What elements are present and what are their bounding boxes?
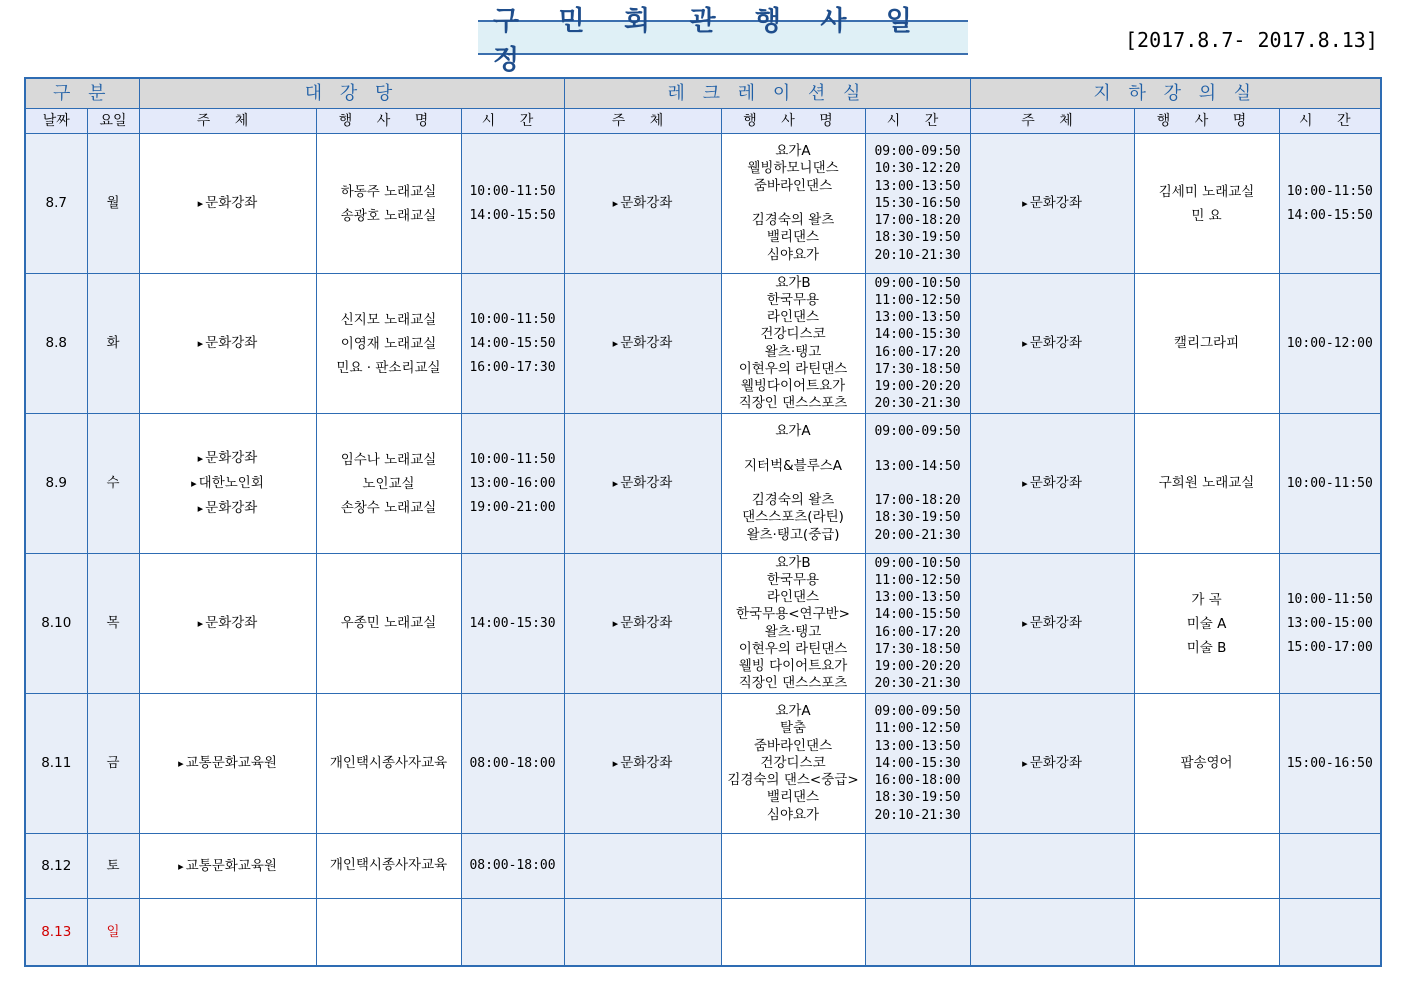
day-of-week-cell: 목 <box>87 554 139 694</box>
schedule-body <box>25 134 1381 967</box>
host-label: ▸ 대한노인회 <box>140 471 316 496</box>
schedule-row <box>25 134 1381 274</box>
main-events-cell <box>316 834 461 899</box>
event-name: 직장인 댄스스포츠 <box>738 395 848 412</box>
event-name: 웰빙다이어트요가 <box>740 377 846 394</box>
event-name: 신지모 노래교실 <box>340 311 437 328</box>
time-range: 10:00-11:50 <box>469 183 556 199</box>
header-row-venues <box>25 78 1381 109</box>
time-range: 17:00-18:20 <box>874 213 961 229</box>
event-name: 한국무용 <box>766 571 820 588</box>
header-day: 요일 <box>87 109 139 134</box>
event-name: 우종민 노래교실 <box>340 614 437 631</box>
event-name: 밸리댄스 <box>766 789 820 806</box>
host-label: ▸ 문화강좌 <box>565 755 721 772</box>
base-events-cell <box>1134 554 1279 694</box>
time-range: 14:00-15:50 <box>874 607 961 623</box>
base-host-cell <box>970 414 1134 554</box>
time-range: 19:00-20:20 <box>874 658 961 674</box>
day-of-week-cell: 일 <box>87 899 139 967</box>
event-name: 직장인 댄스스포츠 <box>738 675 848 692</box>
main-times-cell <box>461 834 564 899</box>
rec-events-cell <box>721 694 865 834</box>
rec-times-cell <box>865 694 970 834</box>
base-host-cell <box>970 834 1134 899</box>
time-range: 15:00-17:00 <box>1286 639 1373 655</box>
date-cell: 8.7 <box>25 134 87 274</box>
date-cell: 8.12 <box>25 834 87 899</box>
time-range: 19:00-20:20 <box>874 378 961 394</box>
base-times-cell <box>1279 274 1381 414</box>
schedule-row <box>25 834 1381 899</box>
event-name: 심야요가 <box>766 246 820 263</box>
base-events-cell <box>1134 274 1279 414</box>
event-name: 이현우의 라틴댄스 <box>738 360 848 377</box>
event-name: 웰빙하모니댄스 <box>747 160 839 177</box>
event-name: 왈츠·탱고 <box>764 623 822 640</box>
day-of-week-cell: 수 <box>87 414 139 554</box>
event-name: 개인택시종사자교육 <box>329 857 448 874</box>
time-range <box>866 440 970 457</box>
time-range: 11:00-12:50 <box>874 572 961 588</box>
time-range: 10:00-11:50 <box>1286 475 1373 491</box>
main-events-cell <box>316 694 461 834</box>
date-cell: 8.13 <box>25 899 87 967</box>
event-name: 왈츠·탱고(중급) <box>746 526 840 543</box>
time-range: 14:00-15:50 <box>469 335 556 351</box>
base-times-cell <box>1279 414 1381 554</box>
host-label: ▸ 교통문화교육원 <box>140 755 316 772</box>
host-label: ▸ 문화강좌 <box>140 615 316 632</box>
event-name: 손창수 노래교실 <box>340 499 437 516</box>
time-range: 09:00-10:50 <box>874 275 961 291</box>
time-range <box>866 475 970 492</box>
host-label: ▸ 문화강좌 <box>971 755 1134 772</box>
event-name: 김세미 노래교실 <box>1158 183 1255 200</box>
main-times-cell <box>461 899 564 967</box>
header-basement-room: 지 하 강 의 실 <box>970 78 1381 109</box>
header-rec-room: 레 크 레 이 션 실 <box>564 78 970 109</box>
date-cell: 8.9 <box>25 414 87 554</box>
host-label: ▸ 문화강좌 <box>140 335 316 352</box>
main-events-cell <box>316 134 461 274</box>
rec-events-cell <box>721 554 865 694</box>
rec-host-cell <box>564 134 721 274</box>
schedule-row <box>25 694 1381 834</box>
event-name: 줌바라인댄스 <box>753 177 833 194</box>
event-name: 구희원 노래교실 <box>1158 474 1255 491</box>
event-name: 한국무용 <box>766 291 820 308</box>
rec-events-cell <box>721 899 865 967</box>
header-main-hall: 대 강 당 <box>139 78 564 109</box>
time-range: 11:00-12:50 <box>874 292 961 308</box>
header-time: 시 간 <box>1279 109 1381 134</box>
main-events-cell <box>316 414 461 554</box>
time-range: 08:00-18:00 <box>469 755 556 771</box>
base-events-cell <box>1134 694 1279 834</box>
host-label: ▸ 문화강좌 <box>971 335 1134 352</box>
base-times-cell <box>1279 694 1381 834</box>
event-name: 요가B <box>775 274 811 291</box>
main-events-cell <box>316 554 461 694</box>
time-range: 10:00-11:50 <box>469 451 556 467</box>
event-name: 지터벅&블루스A <box>744 457 843 474</box>
event-name: 민요 · 판소리교실 <box>336 359 441 376</box>
header-row-columns <box>25 109 1381 134</box>
main-events-cell <box>316 274 461 414</box>
time-range: 16:00-17:20 <box>874 624 961 640</box>
date-range: [2017.8.7- 2017.8.13] <box>1125 28 1378 52</box>
time-range: 09:00-10:50 <box>874 555 961 571</box>
header-event: 행 사 명 <box>1134 109 1279 134</box>
host-label: ▸ 문화강좌 <box>565 335 721 352</box>
main-times-cell <box>461 274 564 414</box>
event-name: 요가A <box>775 143 811 160</box>
rec-host-cell <box>564 414 721 554</box>
event-name: 라인댄스 <box>766 589 820 606</box>
main-times-cell <box>461 554 564 694</box>
rec-events-cell <box>721 134 865 274</box>
main-host-cell <box>139 899 316 967</box>
main-host-cell <box>139 414 316 554</box>
main-host-cell <box>139 834 316 899</box>
time-range: 09:00-09:50 <box>874 144 961 160</box>
time-range: 16:00-17:20 <box>874 344 961 360</box>
time-range: 13:00-14:50 <box>874 458 961 474</box>
event-name: 이현우의 라틴댄스 <box>738 640 848 657</box>
time-range: 20:30-21:30 <box>874 396 961 412</box>
time-range: 10:30-12:20 <box>874 161 961 177</box>
rec-host-cell <box>564 899 721 967</box>
schedule-row <box>25 414 1381 554</box>
event-name: 이영재 노래교실 <box>340 335 437 352</box>
date-cell: 8.11 <box>25 694 87 834</box>
time-range: 08:00-18:00 <box>469 858 556 874</box>
rec-host-cell <box>564 834 721 899</box>
rec-host-cell <box>564 694 721 834</box>
day-of-week-cell: 토 <box>87 834 139 899</box>
rec-times-cell <box>865 414 970 554</box>
event-name <box>722 440 865 457</box>
time-range: 15:00-16:50 <box>1286 755 1373 771</box>
base-host-cell <box>970 554 1134 694</box>
event-name: 요가A <box>775 703 811 720</box>
event-name: 노인교실 <box>362 475 415 492</box>
rec-times-cell <box>865 274 970 414</box>
header-time: 시 간 <box>865 109 970 134</box>
host-label: ▸ 문화강좌 <box>565 475 721 492</box>
time-range: 10:00-11:50 <box>469 311 556 327</box>
base-times-cell <box>1279 134 1381 274</box>
host-label: ▸ 문화강좌 <box>565 615 721 632</box>
time-range: 14:00-15:30 <box>469 615 556 631</box>
time-range: 09:00-09:50 <box>874 424 961 440</box>
main-events-cell <box>316 899 461 967</box>
host-label: ▸ 문화강좌 <box>565 195 721 212</box>
base-host-cell <box>970 274 1134 414</box>
header-host: 주 체 <box>970 109 1134 134</box>
rec-times-cell <box>865 899 970 967</box>
day-of-week-cell: 화 <box>87 274 139 414</box>
date-cell: 8.10 <box>25 554 87 694</box>
header-host: 주 체 <box>139 109 316 134</box>
date-cell: 8.8 <box>25 274 87 414</box>
host-label: ▸ 문화강좌 <box>971 475 1134 492</box>
event-name: 요가A <box>775 423 811 440</box>
base-host-cell <box>970 694 1134 834</box>
day-of-week-cell: 월 <box>87 134 139 274</box>
event-name: 김경숙의 왈츠 <box>751 212 835 229</box>
main-host-cell <box>139 694 316 834</box>
event-name: 하동주 노래교실 <box>340 183 437 200</box>
event-name: 캘리그라피 <box>1173 334 1240 351</box>
event-name: 김경숙의 댄스<중급> <box>727 772 859 789</box>
base-times-cell <box>1279 834 1381 899</box>
host-label: ▸ 문화강좌 <box>971 195 1134 212</box>
event-name <box>722 195 865 212</box>
time-range: 13:00-13:50 <box>874 590 961 606</box>
event-name: 가 곡 <box>1191 591 1222 608</box>
event-name: 민 요 <box>1191 207 1222 224</box>
main-times-cell <box>461 414 564 554</box>
event-name: 댄스스포츠(라틴) <box>742 509 844 526</box>
host-label: ▸ 문화강좌 <box>140 446 316 471</box>
time-range: 13:00-13:50 <box>874 738 961 754</box>
time-range: 18:30-19:50 <box>874 790 961 806</box>
main-host-cell <box>139 134 316 274</box>
event-name: 왈츠·탱고 <box>764 343 822 360</box>
rec-times-cell <box>865 834 970 899</box>
time-range: 20:10-21:30 <box>874 807 961 823</box>
event-name: 김경숙의 왈츠 <box>751 492 835 509</box>
base-times-cell <box>1279 554 1381 694</box>
event-name: 밸리댄스 <box>766 229 820 246</box>
event-name: 한국무용<연구반> <box>736 606 850 623</box>
event-name: 웰빙 다이어트요가 <box>738 657 848 674</box>
header-event: 행 사 명 <box>316 109 461 134</box>
event-name: 심야요가 <box>766 806 820 823</box>
header-date: 날짜 <box>25 109 87 134</box>
time-range: 10:00-11:50 <box>1286 591 1373 607</box>
time-range: 10:00-12:00 <box>1286 335 1373 351</box>
base-events-cell <box>1134 134 1279 274</box>
time-range: 15:30-16:50 <box>874 195 961 211</box>
time-range: 17:30-18:50 <box>874 361 961 377</box>
time-range: 14:00-15:30 <box>874 327 961 343</box>
time-range: 16:00-17:30 <box>469 359 556 375</box>
rec-events-cell <box>721 414 865 554</box>
event-name: 미술 A <box>1186 615 1227 632</box>
title-box <box>478 5 968 76</box>
base-host-cell <box>970 134 1134 274</box>
event-name: 줌바라인댄스 <box>753 737 833 754</box>
rec-times-cell <box>865 554 970 694</box>
time-range: 18:30-19:50 <box>874 230 961 246</box>
rec-events-cell <box>721 274 865 414</box>
base-times-cell <box>1279 899 1381 967</box>
time-range: 14:00-15:30 <box>874 755 961 771</box>
day-of-week-cell: 금 <box>87 694 139 834</box>
event-name: 팝송영어 <box>1180 754 1233 771</box>
schedule-row <box>25 899 1381 967</box>
event-name: 임수나 노래교실 <box>340 451 437 468</box>
rec-times-cell <box>865 134 970 274</box>
time-range: 17:00-18:20 <box>874 493 961 509</box>
host-label: ▸ 문화강좌 <box>140 195 316 212</box>
event-name: 미술 B <box>1186 639 1227 656</box>
header-event: 행 사 명 <box>721 109 865 134</box>
time-range: 10:00-11:50 <box>1286 183 1373 199</box>
event-name: 건강디스코 <box>760 754 826 771</box>
base-host-cell <box>970 899 1134 967</box>
schedule-row <box>25 274 1381 414</box>
schedule-row <box>25 554 1381 694</box>
time-range: 17:30-18:50 <box>874 641 961 657</box>
time-range: 13:00-16:00 <box>469 475 556 491</box>
host-label: ▸ 문화강좌 <box>140 496 316 521</box>
event-name: 개인택시종사자교육 <box>329 754 448 771</box>
rec-host-cell <box>564 274 721 414</box>
time-range: 14:00-15:50 <box>1286 207 1373 223</box>
host-label: ▸ 문화강좌 <box>971 615 1134 632</box>
event-name: 탈춤 <box>779 720 807 737</box>
rec-events-cell <box>721 834 865 899</box>
main-host-cell <box>139 274 316 414</box>
main-host-cell <box>139 554 316 694</box>
time-range: 13:00-13:50 <box>874 310 961 326</box>
main-times-cell <box>461 694 564 834</box>
time-range: 13:00-13:50 <box>874 178 961 194</box>
header-time: 시 간 <box>461 109 564 134</box>
base-events-cell <box>1134 834 1279 899</box>
event-name: 송광호 노래교실 <box>340 207 437 224</box>
event-name <box>722 475 865 492</box>
header-category: 구 분 <box>25 78 139 109</box>
time-range: 14:00-15:50 <box>469 207 556 223</box>
time-range: 09:00-09:50 <box>874 704 961 720</box>
time-range: 11:00-12:50 <box>874 721 961 737</box>
host-label: ▸ 교통문화교육원 <box>140 858 316 875</box>
time-range: 16:00-18:00 <box>874 773 961 789</box>
main-times-cell <box>461 134 564 274</box>
page-title: 구 민 회 관 행 사 일 정 <box>493 5 927 76</box>
event-name: 건강디스코 <box>760 326 826 343</box>
time-range: 18:30-19:50 <box>874 510 961 526</box>
schedule-table <box>24 77 1382 967</box>
base-events-cell <box>1134 899 1279 967</box>
time-range: 13:00-15:00 <box>1286 615 1373 631</box>
time-range: 20:30-21:30 <box>874 676 961 692</box>
rec-host-cell <box>564 554 721 694</box>
base-events-cell <box>1134 414 1279 554</box>
time-range: 19:00-21:00 <box>469 499 556 515</box>
header-host: 주 체 <box>564 109 721 134</box>
event-name: 요가B <box>775 554 811 571</box>
time-range: 20:10-21:30 <box>874 247 961 263</box>
event-name: 라인댄스 <box>766 309 820 326</box>
time-range: 20:00-21:30 <box>874 527 961 543</box>
